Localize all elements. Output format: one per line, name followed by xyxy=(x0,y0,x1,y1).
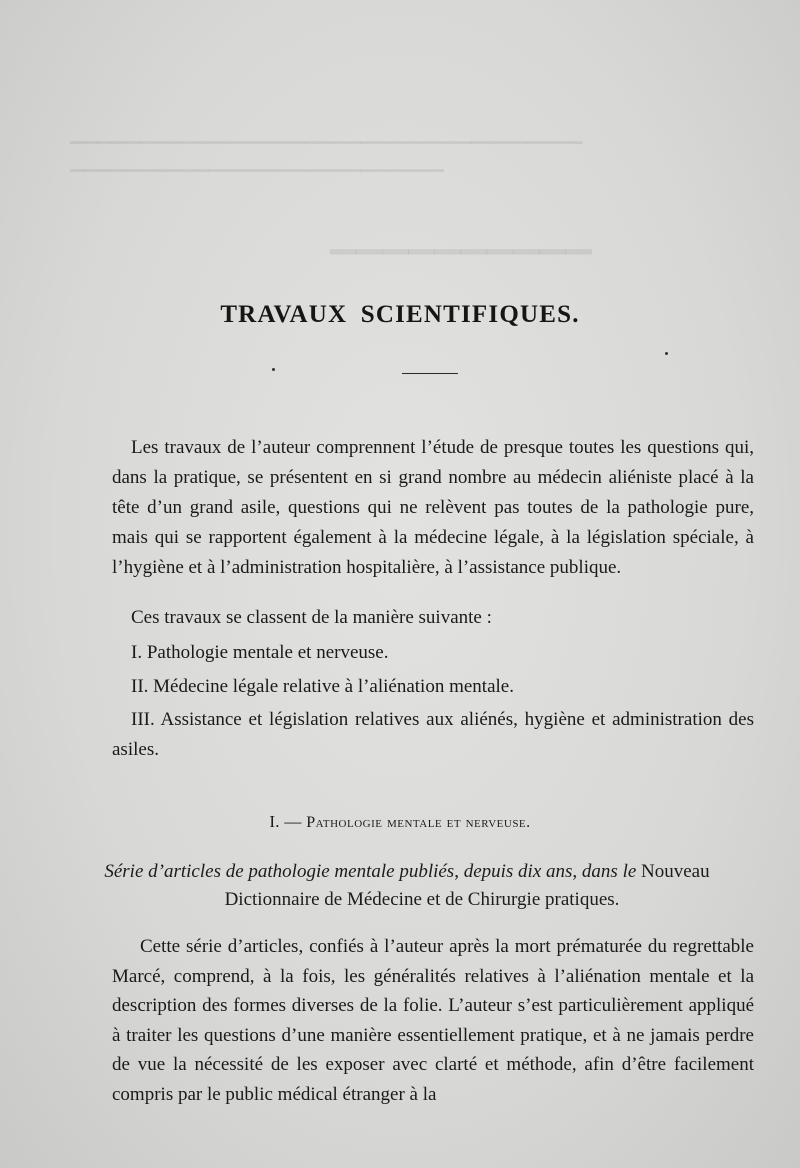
subtitle-roman: Nouveau xyxy=(636,861,710,882)
category-item: II. Médecine légale relative à l’aliénation mentale. xyxy=(131,676,514,697)
category-item: I. Pathologie mentale et nerveuse. xyxy=(131,642,389,663)
section-label: Pathologie mentale et nerveuse. xyxy=(306,814,531,831)
subtitle-italic-2: depuis dix ans xyxy=(463,861,573,882)
title-divider xyxy=(402,373,458,374)
ink-speck xyxy=(665,352,668,355)
subtitle-sep-1: , xyxy=(454,861,464,882)
subtitle-italic-1: Série d’articles de pathologie mentale publiés xyxy=(104,861,455,882)
section-number: I. — xyxy=(269,812,302,831)
section-heading xyxy=(0,812,800,832)
ink-speck xyxy=(272,368,275,371)
classification-intro: Ces travaux se classent de la manière suivante : xyxy=(131,607,492,628)
page-title: TRAVAUX SCIENTIFIQUES. xyxy=(220,300,580,328)
subtitle-italic-3: dans le xyxy=(581,861,637,882)
subtitle-sep-2: , xyxy=(572,861,582,882)
section-subtitle xyxy=(0,858,800,914)
bleed-through-text: ▔▔▔▔▔▔▔▔▔▔ xyxy=(330,252,592,289)
bleed-through-text: ▔▔▔▔▔▔▔▔▔▔▔▔▔▔▔▔▔▔▔▔▔▔▔▔▔▔▔ xyxy=(70,170,444,190)
body-paragraph: Cette série d’articles, confiés à l’auteur après la mort prématurée du regrettable Marcé, comprend, à la fois, les généralités relatives à l’aliénation mentale et la description des formes diverses de la folie. L’auteur s’est particulièrement appliqué à traiter les questions d’une manière essentiellement pratique, et à ne jamais perdre de vue la nécessité de les exposer avec clarté et méthode, afin d’être facilement compris par le public médical étranger à la xyxy=(112,936,754,1105)
bleed-through-text: ▔▔▔▔▔▔▔▔▔▔▔▔▔▔▔▔▔▔▔▔▔▔▔▔▔▔▔▔▔▔▔▔▔▔▔▔▔ xyxy=(70,142,583,162)
subtitle-line-2: Dictionnaire de Médecine et de Chirurgie pratiques. xyxy=(224,889,620,910)
intro-paragraph: Les travaux de l’auteur comprennent l’étude de presque toutes les questions qui, dans la pratique, se présentent en si grand nombre au médecin aliéniste placé à la tête d’un grand asile, questions qui ne relèvent pas toutes de la pathologie pure, mais qui se rapportent également à la médecine légale, à la législation spéciale, à l’hygiène et à l’administration hospitalière, à l’assistance publique. xyxy=(112,437,754,578)
category-item: III. Assistance et législation relatives aux aliénés, hygiène et administration des asiles. xyxy=(112,709,754,760)
